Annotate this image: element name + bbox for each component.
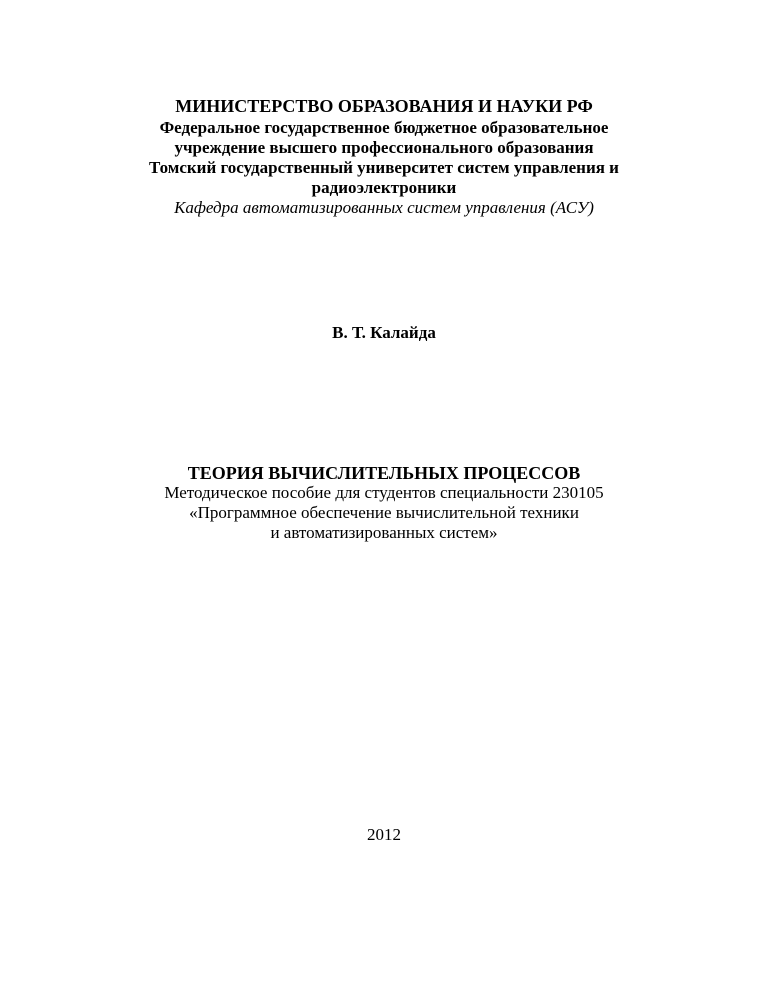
subtitle-line-1: Методическое пособие для студентов специальности 230105: [164, 483, 604, 502]
ministry-heading: МИНИСТЕРСТВО ОБРАЗОВАНИЯ И НАУКИ РФ: [175, 96, 593, 116]
institution-line-2: учреждение высшего профессионального образования: [174, 138, 594, 157]
subtitle-line-3: и автоматизированных систем»: [270, 523, 498, 542]
author-name: В. Т. Калайда: [332, 323, 436, 342]
subtitle-line-2: «Программное обеспечение вычислительной техники: [189, 503, 579, 522]
document-title: ТЕОРИЯ ВЫЧИСЛИТЕЛЬНЫХ ПРОЦЕССОВ: [187, 463, 581, 483]
institution-line-1: Федеральное государственное бюджетное образовательное: [159, 118, 609, 137]
publication-year: 2012: [367, 825, 401, 844]
university-line-2: радиоэлектроники: [311, 178, 457, 197]
department-line: Кафедра автоматизированных систем управления (АСУ): [174, 198, 594, 217]
university-line-1: Томский государственный университет систем управления и: [149, 158, 619, 177]
